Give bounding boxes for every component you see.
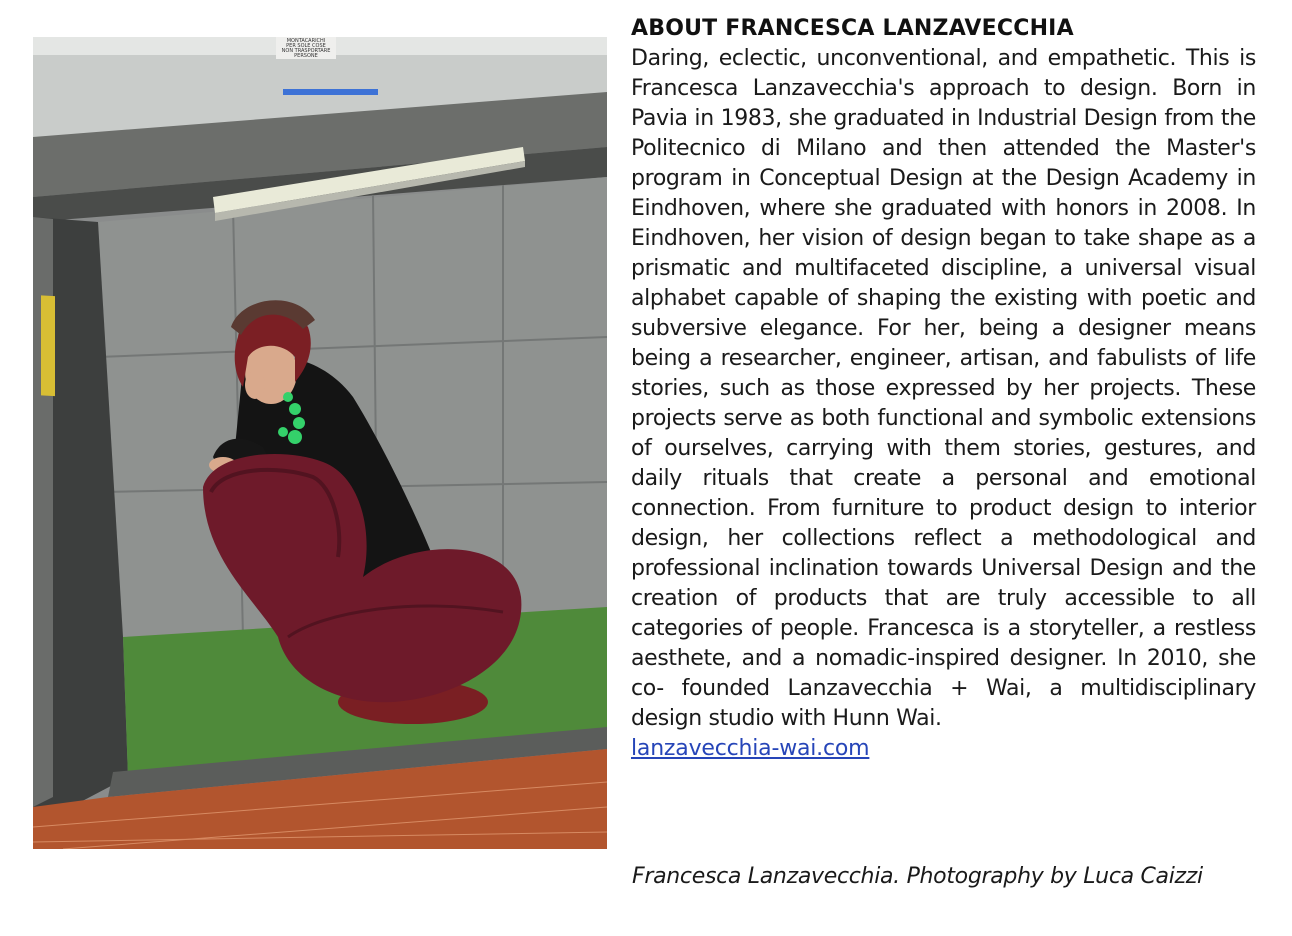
portrait-illustration	[33, 37, 607, 849]
sign-line-4: PERSONE	[294, 53, 318, 59]
sign-line-3: NON TRASPORTARE	[281, 48, 331, 54]
website-link[interactable]: lanzavecchia-wai.com	[631, 736, 870, 761]
bio-heading: ABOUT FRANCESCA LANZAVECCHIA	[631, 16, 1074, 41]
portrait-photo	[33, 37, 607, 849]
elevator-sign	[276, 37, 336, 59]
sign-line-1: MONTACARICHI	[286, 38, 326, 44]
bio-text: Daring, eclectic, unconventional, and empathetic. This is Francesca Lanzavecchia's approach to design. Born in Pavia in 1983, she graduated in Industrial Design from the Politecnico di Milano and then attended the Master's program in Conceptual Design at the Design Academy in Eindhoven, where she graduated with honors in 2008. In Eindhoven, her vision of design began to take shape as a prismatic and multifaceted discipline, a universal visual alphabet capable of shaping the existing with poetic and subversive elegance. For her, being a designer means being a researcher, engineer, artisan, and fabulists of life stories, such as those expressed by her projects. These projects serve as both functional and symbolic extensions of ourselves, carrying with them stories, gestures, and daily rituals that create a personal and emotional connection. From furniture to product design to interior design, her collections reflect a methodological and professional inclination towards Universal Design and the creation of products that are truly accessible to all categories of people. Francesca is a storyteller, a restless aesthete, and a nomadic-inspired designer. In 2010, she co- founded Lanzavecchia + Wai, a multidisciplinary design studio with Hunn Wai.	[631, 46, 1256, 731]
bio-section	[631, 14, 1256, 764]
blue-light	[283, 89, 378, 95]
yellow-plate	[41, 295, 55, 396]
sign-line-2: PER SOLE COSE	[286, 43, 326, 49]
photo-caption: Francesca Lanzavecchia. Photography by Luca Caizzi	[632, 864, 1203, 889]
